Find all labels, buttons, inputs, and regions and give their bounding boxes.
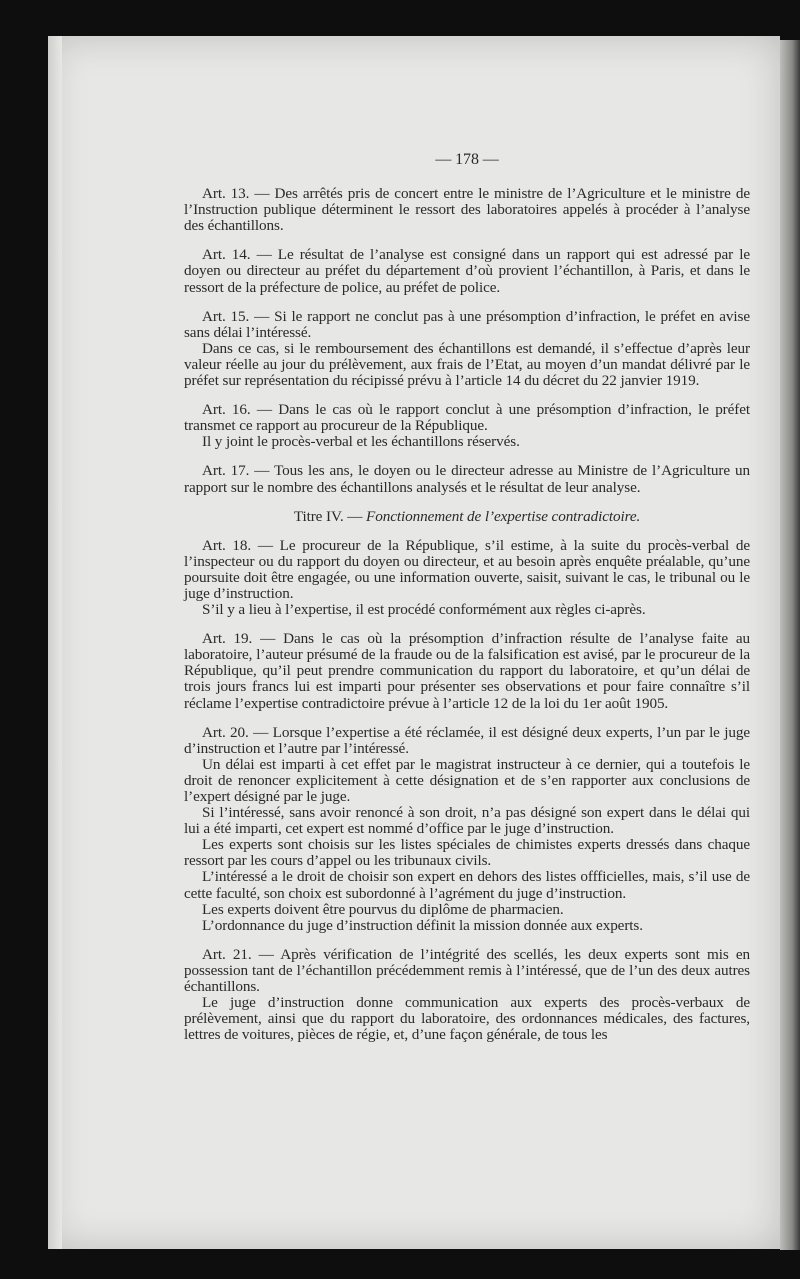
paragraph: Art. 19. — Dans le cas où la présomption d’infraction résulte de l’analyse faite au laboratoire, l’auteur présumé de la fraude ou de la falsification est avisé, par le procureur de la République, qu’il peut prendre communication du rapport du laboratoire, et qu’un délai de trois jours francs lui est imparti pour présenter ses observations et pour faire connaître s’il réclame l’expertise contradictoire prévue à l’article 12 de la loi du 1er août 1905. bbox=[184, 630, 750, 712]
article-20 bbox=[184, 725, 750, 934]
paragraph: Les experts sont choisis sur les listes spéciales de chimistes experts dressés dans chaque ressort par les cours d’appel ou les tribunaux civils. bbox=[184, 836, 750, 870]
article-19 bbox=[184, 631, 750, 711]
paragraph: Art. 16. — Dans le cas où le rapport conclut à une présomption d’infraction, le préfet transmet ce rapport au procureur de la République. bbox=[184, 401, 750, 435]
paragraph: Art. 14. — Le résultat de l’analyse est consigné dans un rapport qui est adressé par le doyen ou directeur au préfet du département d’où provient l’échantillon, à Paris, et dans le ressort de la préfecture de police, au préfet de police. bbox=[184, 246, 750, 296]
paragraph: Art. 17. — Tous les ans, le doyen ou le directeur adresse au Ministre de l’Agriculture un rapport sur le nombre des échantillons analysés et le résultat de leur analyse. bbox=[184, 462, 750, 496]
paragraph: Art. 13. — Des arrêtés pris de concert entre le ministre de l’Agriculture et le ministre de l’Instruction publique déterminent le ressort des laboratoires appelés à procéder à l’analyse des échantillons. bbox=[184, 185, 750, 235]
paragraph: Art. 18. — Le procureur de la République, s’il estime, à la suite du procès-verbal de l’inspecteur ou du rapport du doyen ou directeur, et au besoin après enquête préalable, qu’une poursuite doit être engagée, ou une information ouverte, saisit, suivant le cas, le tribunal ou le juge d’instruction. bbox=[184, 536, 750, 602]
paragraph: Art. 21. — Après vérification de l’intégrité des scellés, les deux experts sont mis en possession tant de l’échantillon précédemment remis à l’intéressé, que de l’un des deux autres échantillons. bbox=[184, 945, 750, 996]
paragraph: L’ordonnance du juge d’instruction définit la mission donnée aux experts. bbox=[202, 916, 643, 934]
paragraph: Il y joint le procès-verbal et les échantillons réservés. bbox=[202, 433, 520, 451]
article-17 bbox=[184, 463, 750, 495]
section-heading-title: Fonctionnement de l’expertise contradictoire. bbox=[366, 507, 641, 525]
paragraph: Dans ce cas, si le remboursement des échantillons est demandé, il s’effectue d’après leur valeur réelle au jour du prélèvement, aux frais de l’Etat, au moyen d’un mandat délivré par le préfet sur représentation du récipissé prévu à l’article 14 du décret du 22 janvier 1919. bbox=[184, 339, 750, 390]
article-18 bbox=[184, 538, 750, 618]
article-16 bbox=[184, 402, 750, 450]
article-14 bbox=[184, 247, 750, 295]
paragraph: Un délai est imparti à cet effet par le magistrat instructeur à ce dernier, qui a toutefois le droit de renoncer explicitement à cette désignation et de s’en rapporter aux conclusions de l’expert désigné par le juge. bbox=[184, 755, 750, 805]
section-heading-label: Titre IV. — bbox=[293, 507, 367, 525]
article-15 bbox=[184, 309, 750, 389]
paragraph: Le juge d’instruction donne communication aux experts des procès-verbaux de prélèvement, ainsi que du rapport du laboratoire, des ordonnances médicales, des factures, lettres de voitures, pièces de régie, et, d’une façon générale, de tous les bbox=[184, 994, 750, 1044]
page-number: — 178 — bbox=[435, 151, 499, 168]
paragraph: Art. 20. — Lorsque l’expertise a été réclamée, il est désigné deux experts, l’un par le juge d’instruction et l’autre par l’intéressé. bbox=[184, 723, 750, 757]
paragraph: S’il y a lieu à l’expertise, il est procédé conformément aux règles ci-après. bbox=[202, 601, 646, 619]
paragraph: Les experts doivent être pourvus du diplôme de pharmacien. bbox=[202, 900, 564, 918]
page-edge bbox=[780, 40, 800, 1250]
article-21 bbox=[184, 947, 750, 1044]
paragraph: Art. 15. — Si le rapport ne conclut pas à une présomption d’infraction, le préfet en avise sans délai l’intéressé. bbox=[184, 307, 750, 341]
paragraph: L’intéressé a le droit de choisir son expert en dehors des listes offficielles, mais, s’il use de cette faculté, son choix est subordonné à l’agrément du juge d’instruction. bbox=[184, 868, 750, 902]
paragraph: Si l’intéressé, sans avoir renoncé à son droit, n’a pas désigné son expert dans le délai qui lui a été imparti, cet expert est nommé d’office par le juge d’instruction. bbox=[184, 804, 750, 838]
page-text bbox=[184, 152, 750, 1043]
section-heading bbox=[184, 509, 750, 525]
article-13 bbox=[184, 186, 750, 234]
